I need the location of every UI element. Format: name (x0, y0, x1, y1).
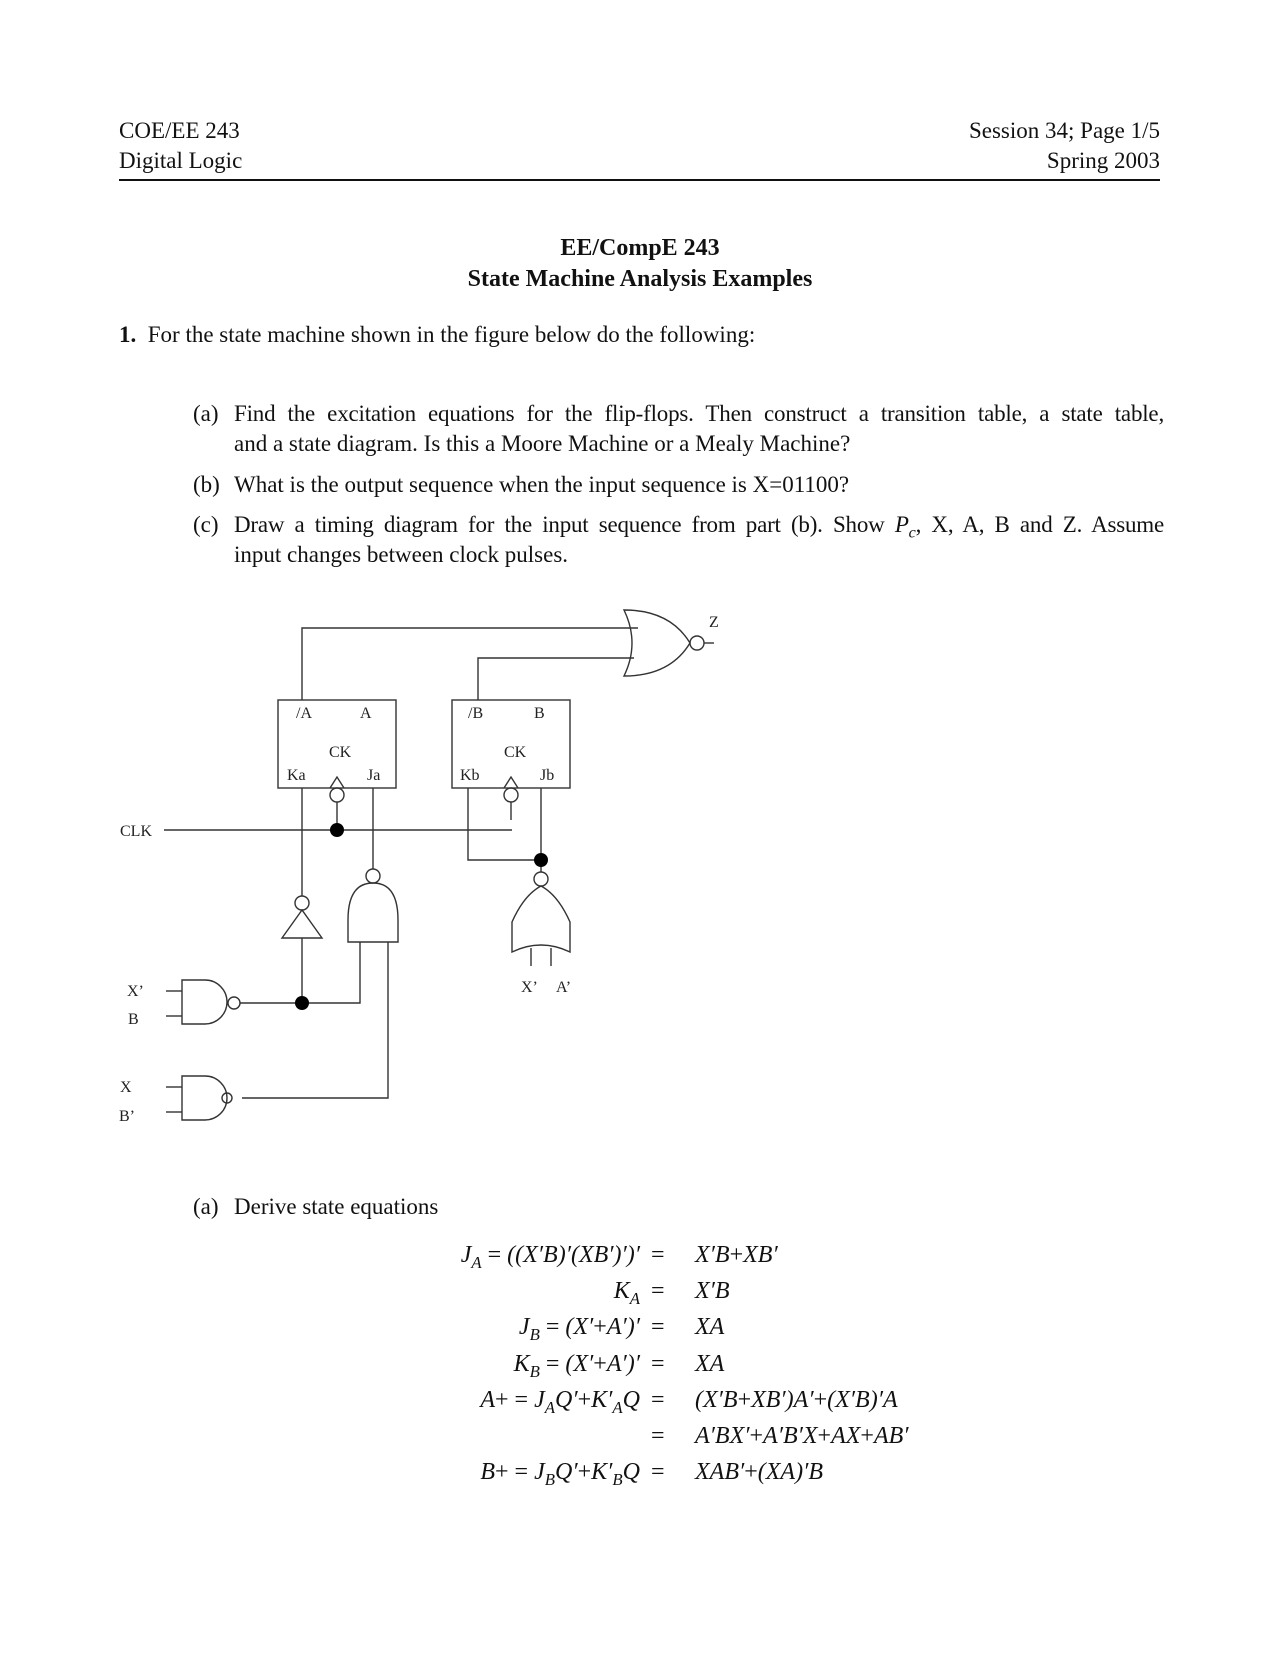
part-a-line2: and a state diagram. Is this a Moore Machine or a Mealy Machine? (234, 431, 851, 456)
eq-kb-lhs: $K_B = (X'+A')'$ (513, 1351, 640, 1381)
course-code: COE/EE 243 (119, 118, 240, 143)
eq-ja-rhs: X′B+XB′ (695, 1242, 778, 1268)
eq-aplus-rhs2: A′BX′+A′B′X+AX+AB′ (695, 1423, 909, 1449)
ffb-q-label: B (534, 705, 545, 722)
eq-sign: = (651, 1314, 665, 1340)
ffa-j-label: Ja (367, 767, 381, 784)
eq-jb-lhs: $J_B = (X'+A')'$ (518, 1314, 640, 1344)
part-a-line1: Find the excitation equations for the flip-flops. Then construct a transition table, a state table, (234, 401, 1164, 426)
nand-gate-1 (182, 980, 227, 1024)
document-title: EE/CompE 243 (560, 235, 720, 261)
ffb-qn-label: /B (468, 705, 484, 722)
eq-jb-rhs: XA (695, 1314, 725, 1340)
eq-sign: = (651, 1387, 665, 1413)
solution-heading: Derive state equations (234, 1194, 439, 1219)
nand-1-bubble (228, 997, 240, 1009)
problem-number: 1. (119, 322, 137, 347)
clk-label: CLK (120, 823, 152, 840)
eq-bplus-lhs: $B+ = J_BQ'+K'_BQ$ (480, 1459, 640, 1489)
ffa-qn-label: /A (296, 705, 312, 722)
ffb-clock-bubble (504, 788, 518, 802)
and-gate (348, 883, 398, 942)
eq-sign: = (651, 1423, 665, 1449)
term: Spring 2003 (1046, 148, 1160, 173)
ffa-ck-label: CK (329, 744, 352, 761)
nand2-input-bp: B’ (119, 1108, 135, 1125)
nand1-input-xp: X’ (127, 983, 144, 1000)
header-rule (119, 179, 1160, 181)
solution-label: (a) (193, 1194, 219, 1219)
part-b-text: What is the output sequence when the input sequence is X=01100? (234, 472, 850, 497)
nand-junction (295, 996, 309, 1010)
eq-kb-rhs: XA (695, 1351, 725, 1377)
inverter-bubble (295, 896, 309, 910)
nand1-input-b: B (128, 1011, 139, 1028)
problem-text: For the state machine shown in the figure below do the following: (147, 322, 756, 347)
inverter (282, 910, 322, 938)
ffb-ck-label: CK (504, 744, 527, 761)
problem-statement (119, 320, 755, 350)
eq-sign: = (651, 1459, 665, 1485)
output-z-label: Z (709, 614, 719, 631)
part-c-line2: input changes between clock pulses. (234, 542, 569, 567)
nor-output-bubble (690, 636, 704, 650)
ffa-clock-bubble (330, 788, 344, 802)
clk-junction (330, 823, 344, 837)
course-subject: Digital Logic (119, 148, 243, 173)
part-a-label: (a) (193, 401, 219, 426)
eq-ka-rhs: X′B (695, 1278, 730, 1304)
and-output-bubble (366, 869, 380, 883)
or-output-bubble (534, 872, 548, 886)
or-input-xp: X’ (521, 979, 538, 996)
eq-ka-lhs: $K_A$ (613, 1278, 640, 1308)
eq-sign: = (651, 1242, 665, 1268)
ffa-q-label: A (360, 705, 372, 722)
state-machine-circuit (0, 590, 760, 1150)
or-input-ap: A’ (556, 979, 572, 996)
eq-ja-lhs: $J_A = ((X'B)'(XB')')'$ (460, 1242, 640, 1272)
eq-sign: = (651, 1351, 665, 1377)
nand-gate-2 (182, 1076, 227, 1120)
kb-jb-junction (534, 853, 548, 867)
ffb-k-label: Kb (460, 767, 480, 784)
ffa-k-label: Ka (287, 767, 306, 784)
eq-aplus-lhs: $A+ = J_AQ'+K'_AQ$ (480, 1387, 640, 1417)
eq-aplus-rhs1: (X′B+XB′)A′+(X′B)′A (695, 1387, 898, 1413)
eq-sign: = (651, 1278, 665, 1304)
part-c-line1: Draw a timing diagram for the input sequence from part (b). Show $P_c$, X, A, B and Z. Assume (234, 512, 1164, 542)
nand2-input-x: X (120, 1079, 132, 1096)
ffb-j-label: Jb (540, 767, 555, 784)
nor-gate (624, 610, 690, 676)
or-gate (512, 886, 570, 952)
eq-bplus-rhs: XAB′+(XA)′B (695, 1459, 823, 1485)
part-c-label: (c) (193, 512, 219, 537)
session-info: Session 34; Page 1/5 (968, 118, 1160, 143)
document-subtitle: State Machine Analysis Examples (467, 266, 813, 292)
part-b-label: (b) (193, 472, 220, 497)
